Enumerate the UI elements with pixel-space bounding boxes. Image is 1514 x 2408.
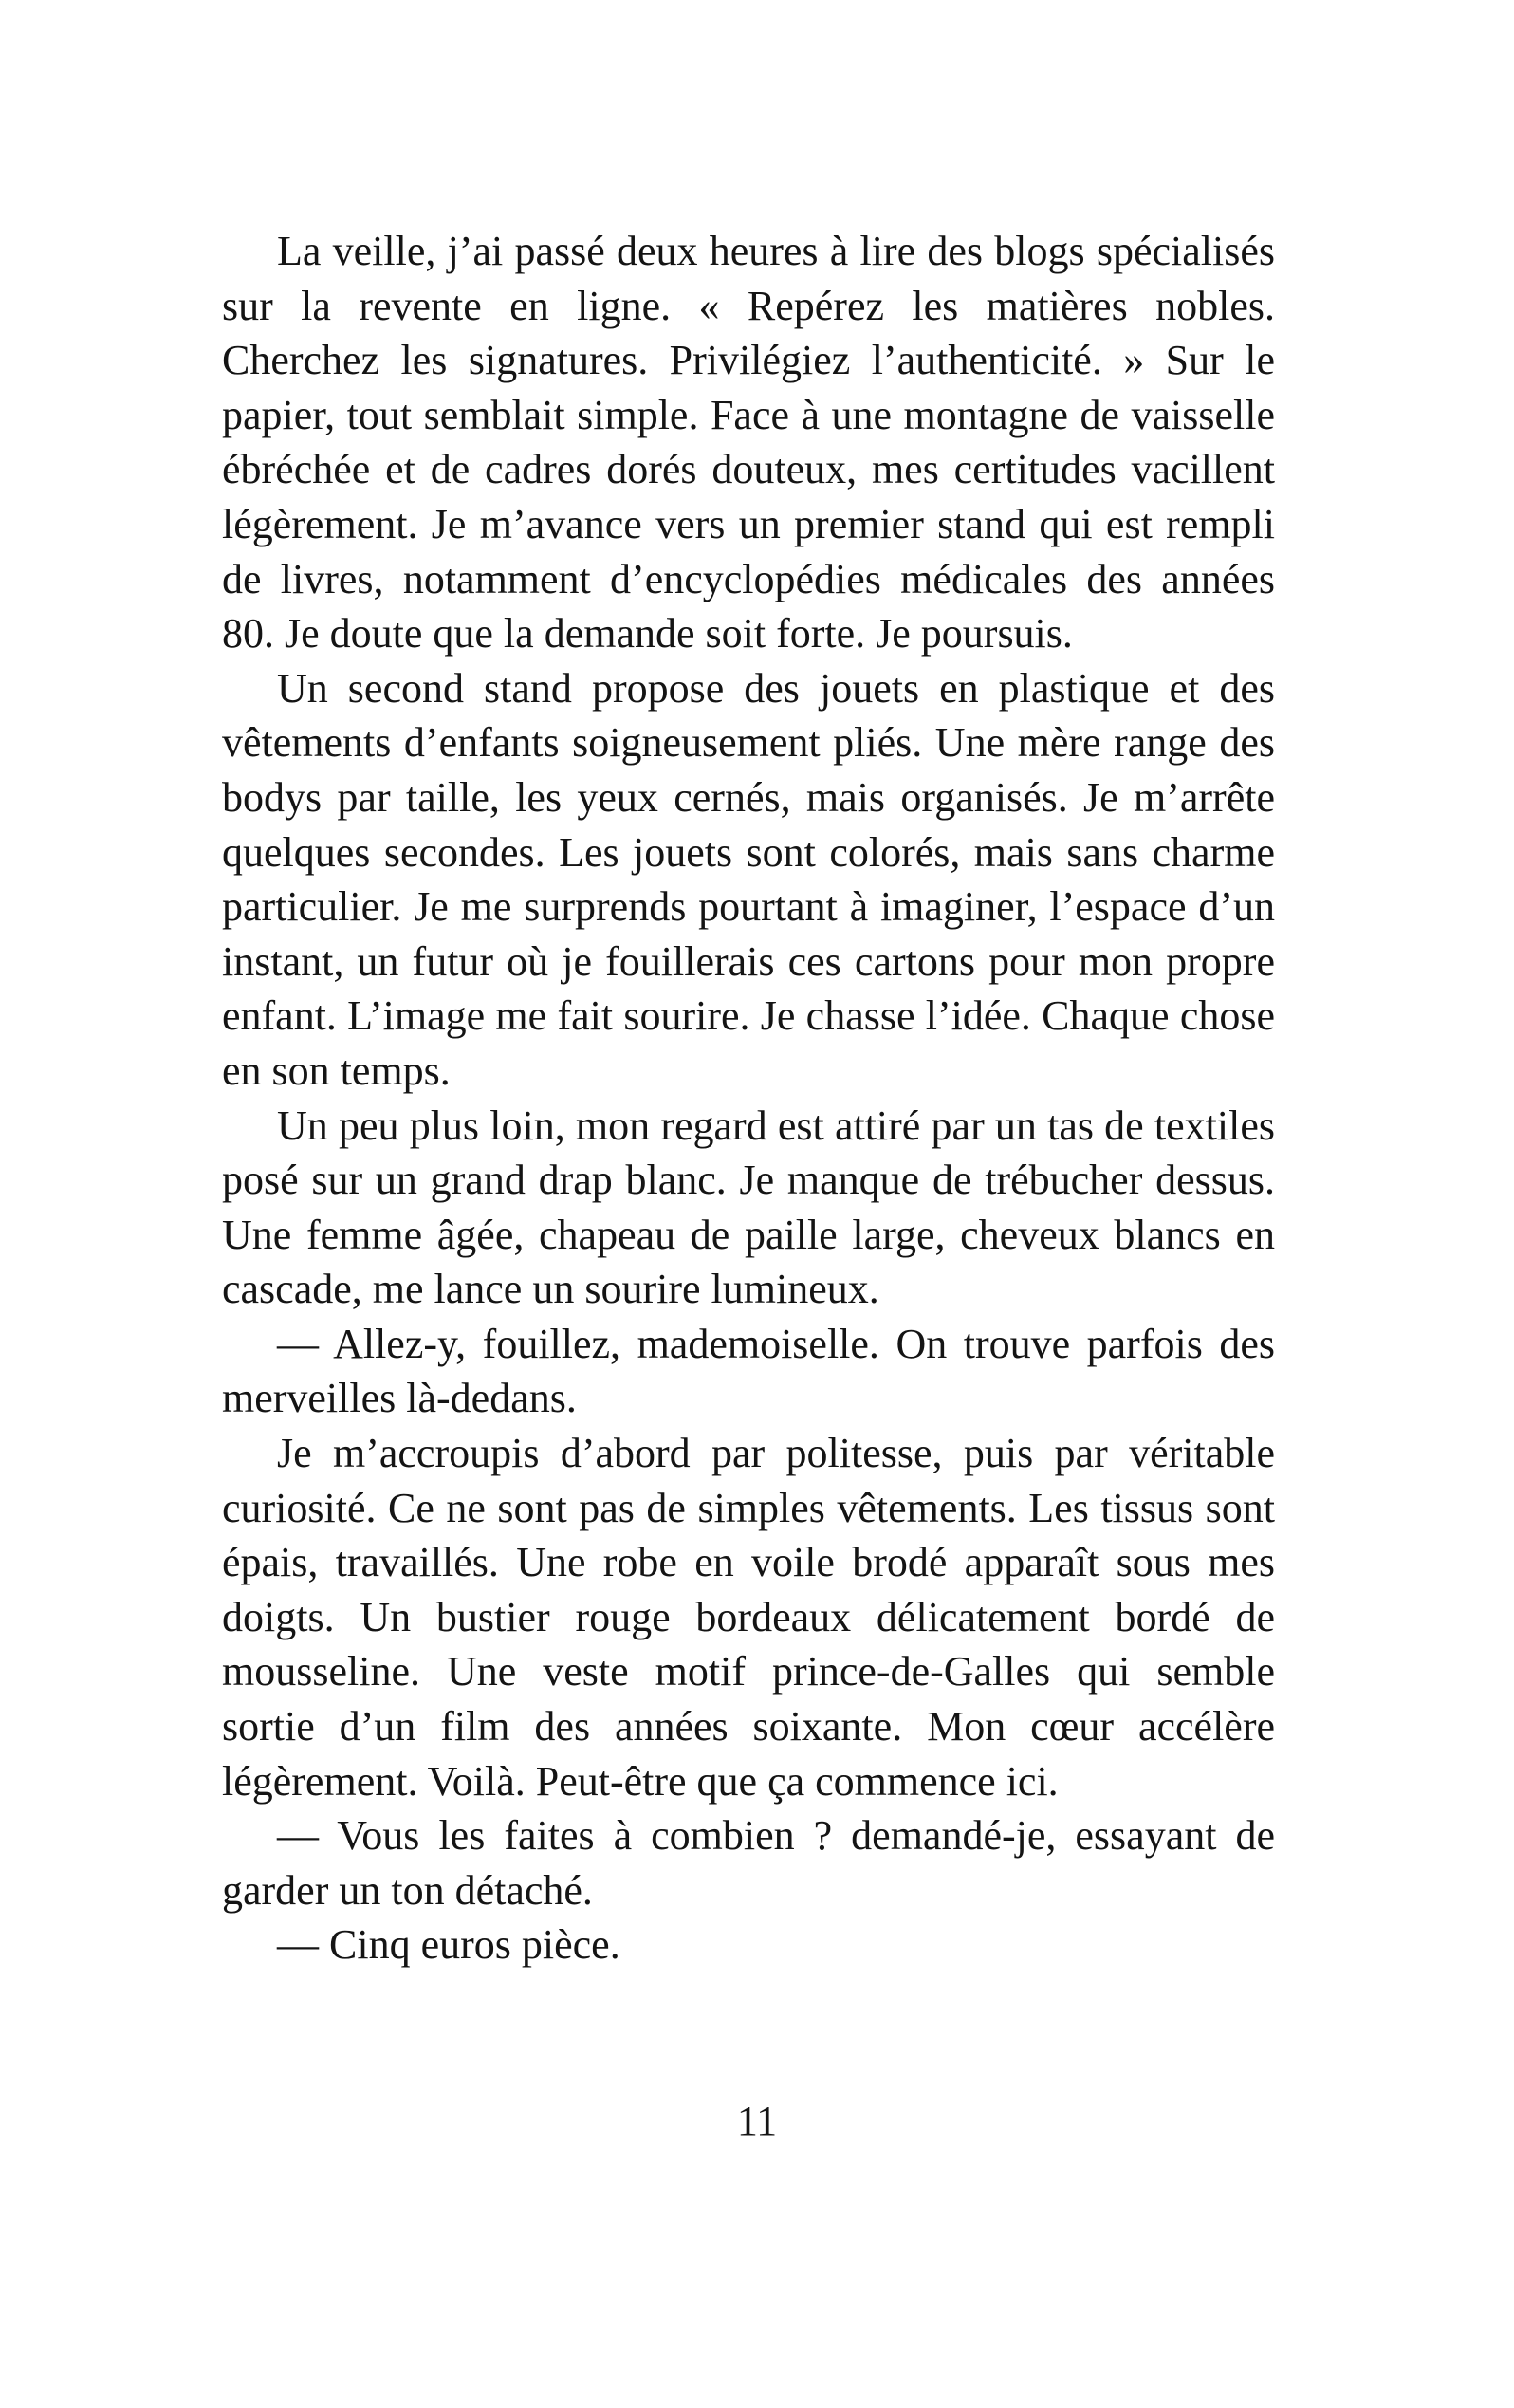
- dialogue-line: — Vous les faites à combien ? demandé-je, essayant de garder un ton détaché.: [222, 1812, 1275, 1914]
- dialogue-line: — Cinq euros pièce.: [277, 1921, 620, 1969]
- paragraph: Je m’accroupis d’abord par politesse, puis par véritable curiosité. Ce ne sont pas de simples vêtements. Les tissus sont épais, travaillés. Une robe en voile brodé apparaît sous mes doigts. Un bustier rouge bordeaux délicatement bordé de mousseline. Une veste motif prince-de-Galles qui semble sortie d’un film des années soixante. Mon cœur accélère légèrement. Voilà. Peut-être que ça commence ici.: [222, 1430, 1275, 1805]
- page-number: 11: [736, 2098, 778, 2144]
- dialogue-line: — Allez-y, fouillez, mademoiselle. On trouve parfois des merveilles là-dedans.: [222, 1320, 1275, 1422]
- paragraph: Un peu plus loin, mon regard est attiré par un tas de textiles posé sur un grand drap blanc. Je manque de trébucher dessus. Une femme âgée, chapeau de paille large, cheveux blancs en cascade, me lance un sourire lumineux.: [222, 1102, 1275, 1313]
- body-text: [222, 224, 1275, 1973]
- paragraph: Un second stand propose des jouets en plastique et des vêtements d’enfants soigneusement pliés. Une mère range des bodys par taille, les yeux cernés, mais organisés. Je m’arrête quelques secondes. Les jouets sont colorés, mais sans charme particulier. Je me surprends pourtant à imaginer, l’espace d’un instant, un futur où je fouillerais ces cartons pour mon propre enfant. L’image me fait sourire. Je chasse l’idée. Chaque chose en son temps.: [222, 664, 1275, 1094]
- paragraph: La veille, j’ai passé deux heures à lire des blogs spécialisés sur la revente en ligne. « Repérez les matières nobles. Cherchez les signatures. Privilégiez l’authenticité. » Sur le papier, tout semblait simple. Face à une montagne de vaisselle ébréchée et de cadres dorés douteux, mes certitudes vacillent légèrement. Je m’avance vers un premier stand qui est rempli de livres, notamment d’encyclopédies médicales des années 80. Je doute que la demande soit forte. Je poursuis.: [222, 228, 1275, 658]
